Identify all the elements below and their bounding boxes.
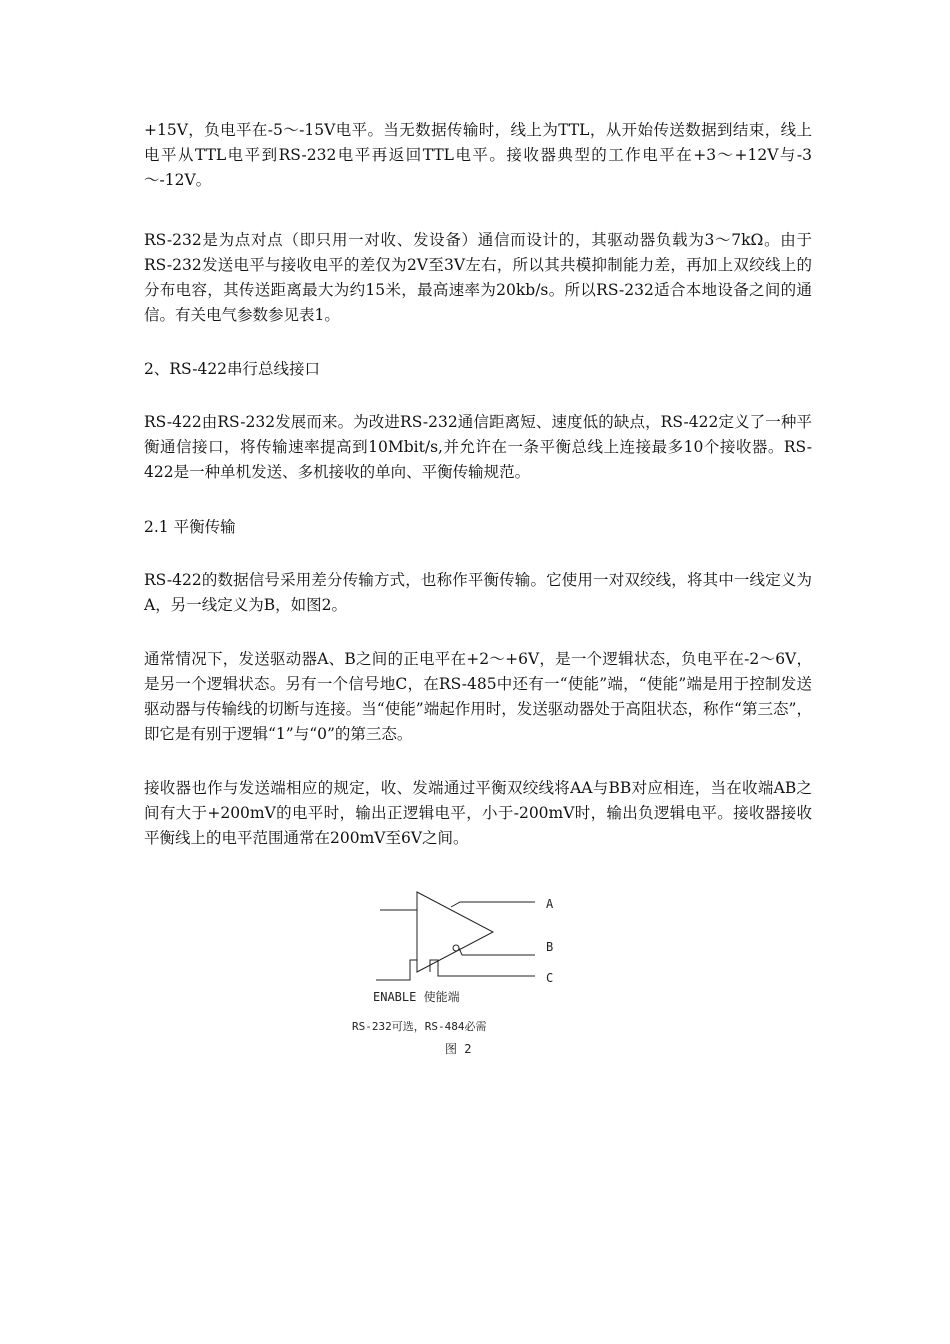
figure-caption: 图 2 <box>445 1042 472 1056</box>
driver-triangle <box>417 892 493 972</box>
section-heading-balanced: 2.1 平衡传输 <box>144 518 236 536</box>
enable-label: ENABLE 使能端 <box>373 990 460 1004</box>
enable-line <box>376 960 417 980</box>
figure-2-driver-diagram <box>340 880 600 1070</box>
output-b-line <box>459 948 535 955</box>
paragraph-rs232-levels: +15V，负电平在-5～-15V电平。当无数据传输时，线上为TTL，从开始传送数据到结束，线上电平从TTL电平到RS-232电平再返回TTL电平。接收器典型的工作电平在+3～+12V与-3～-12V。 <box>144 121 812 189</box>
section-heading-rs422: 2、RS-422串行总线接口 <box>144 360 321 378</box>
ground-c-line <box>430 960 535 976</box>
paragraph-receiver: 接收器也作与发送端相应的规定，收、发端通过平衡双绞线将AA与BB对应相连，当在收端AB之间有大于+200mV的电平时，输出正逻辑电平，小于-200mV时，输出负逻辑电平。接收器接收平衡线上的电平范围通常在200mV至6V之间。 <box>144 779 812 847</box>
enable-note: RS-232可选，RS-484必需 <box>352 1020 487 1033</box>
paragraph-rs232-distance: RS-232是为点对点（即只用一对收、发设备）通信而设计的，其驱动器负载为3～7kΩ。由于RS-232发送电平与接收电平的差仅为2V至3V左右，所以其共模抑制能力差，再加上双绞线上的分布电容，其传送距离最大为约15米，最高速率为20kb/s。所以RS-232适合本地设备之间的通信。有关电气参数参见表1。 <box>144 231 812 324</box>
terminal-c-label: C <box>546 971 554 985</box>
terminal-b-label: B <box>546 940 554 954</box>
paragraph-differential: RS-422的数据信号采用差分传输方式，也称作平衡传输。它使用一对双绞线，将其中一线定义为A，另一线定义为B，如图2。 <box>144 571 812 614</box>
terminal-a-label: A <box>546 897 554 911</box>
paragraph-logic-states: 通常情况下，发送驱动器A、B之间的正电平在+2～+6V，是一个逻辑状态，负电平在-2～6V，是另一个逻辑状态。另有一个信号地C，在RS-485中还有一“使能”端，“使能”端是用于控制发送驱动器与传输线的切断与连接。当“使能”端起作用时，发送驱动器处于高阻状态，称作“第三态”，即它是有别于逻辑“1”与“0”的第三态。 <box>144 650 812 743</box>
paragraph-rs422-intro: RS-422由RS-232发展而来。为改进RS-232通信距离短、速度低的缺点，RS-422定义了一种平衡通信接口，将传输速率提高到10Mbit/s,并允许在一条平衡总线上连接最多10个接收器。RS-422是一种单机发送、多机接收的单向、平衡传输规范。 <box>144 413 812 481</box>
output-a-line <box>451 902 535 907</box>
inverter-bubble <box>453 945 459 951</box>
